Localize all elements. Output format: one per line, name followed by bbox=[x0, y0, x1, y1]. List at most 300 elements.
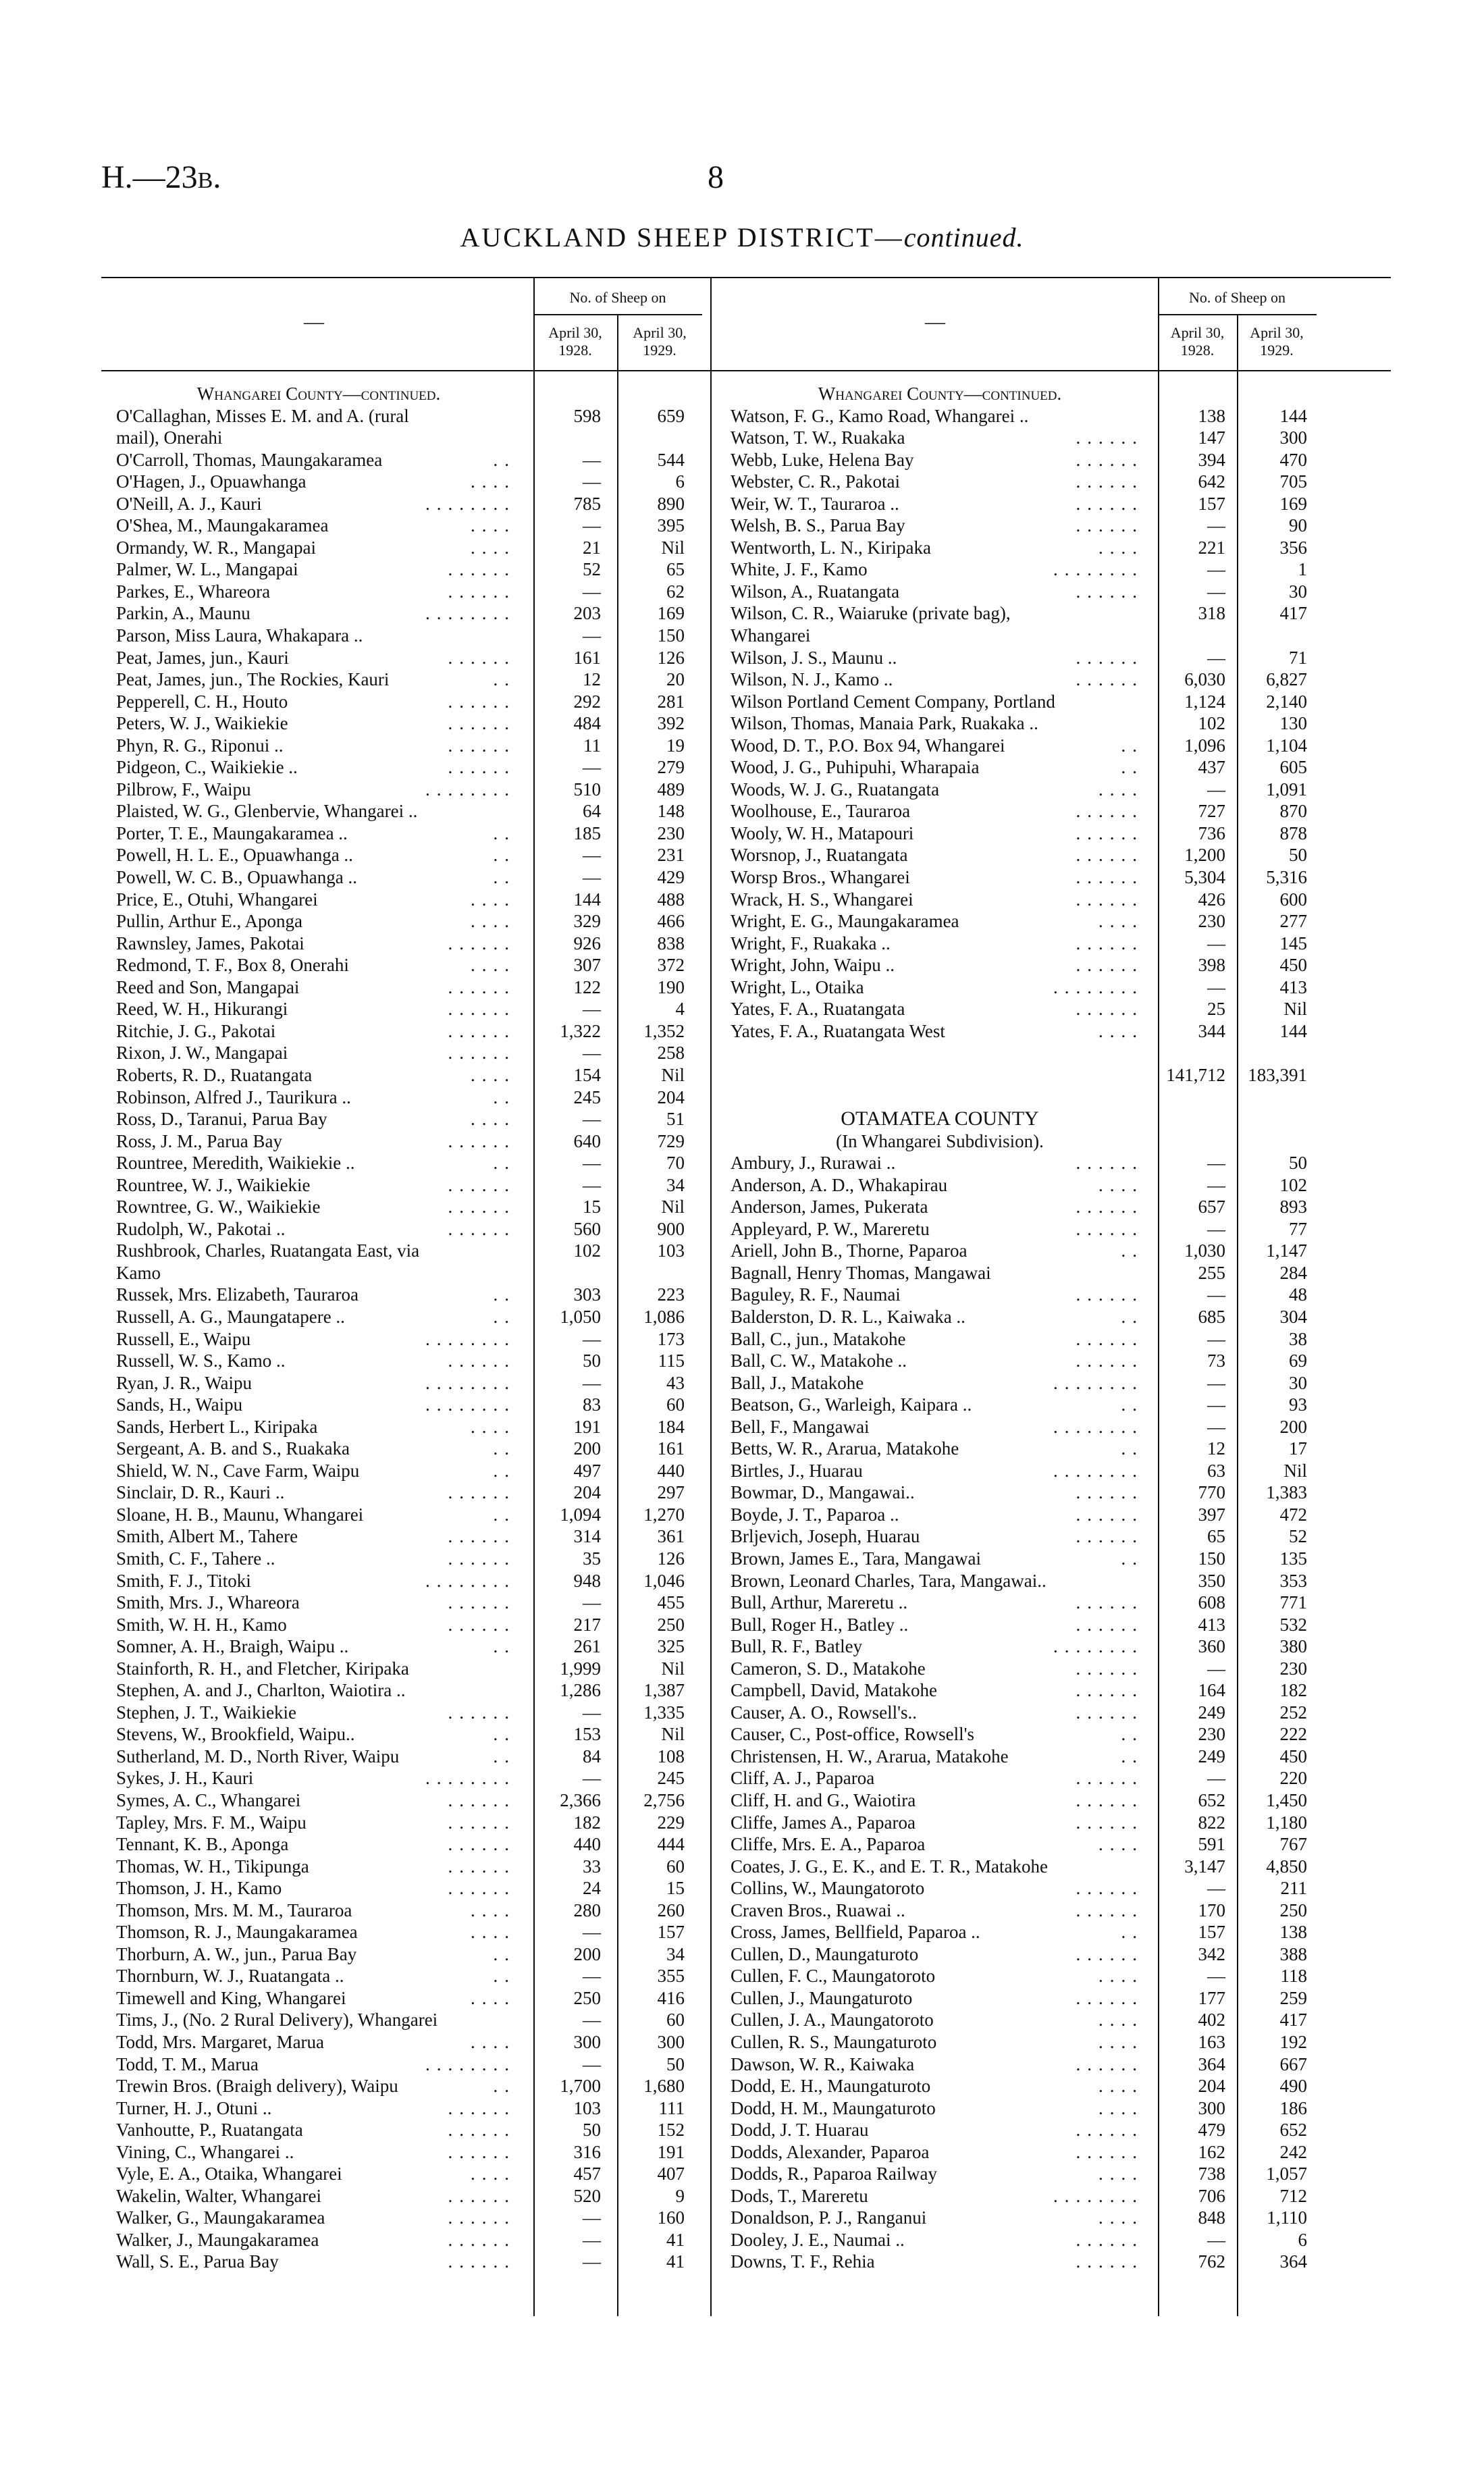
sheep-1928: 15 bbox=[583, 1197, 601, 1217]
table-row bbox=[731, 1965, 1317, 1987]
owner-name: Boyde, J. T., Paparoa .. bbox=[731, 1504, 899, 1525]
table-row bbox=[731, 669, 1317, 691]
sheep-1929: 186 bbox=[1279, 2097, 1307, 2118]
dot-leader: ...... bbox=[1076, 1526, 1144, 1547]
owner-name: Ball, C., jun., Matakohe bbox=[731, 1328, 906, 1349]
owner-name: Brown, James E., Tara, Mangawai bbox=[731, 1548, 982, 1569]
table-row bbox=[731, 1262, 1317, 1284]
owner-name: Symes, A. C., Whangarei bbox=[116, 1790, 301, 1810]
sheep-1928: — bbox=[583, 1328, 601, 1349]
sheep-1928: 479 bbox=[1198, 2120, 1225, 2141]
table-row bbox=[116, 2031, 702, 2053]
sheep-1928: 249 bbox=[1198, 1702, 1225, 1723]
sheep-1928: — bbox=[583, 2229, 601, 2250]
dot-leader: ...... bbox=[1076, 647, 1144, 668]
sheep-1929: 1,046 bbox=[643, 1570, 685, 1591]
owner-name: Cullen, J. A., Maungatoroto bbox=[731, 2010, 934, 2031]
sheep-1929: 30 bbox=[1289, 1372, 1307, 1393]
sheep-1928: 307 bbox=[573, 955, 601, 976]
sheep-1928: — bbox=[583, 2010, 601, 2031]
owner-name: Woods, W. J. G., Ruatangata bbox=[731, 779, 940, 800]
sheep-1929: 260 bbox=[657, 1900, 685, 1920]
owner-name: Russek, Mrs. Elizabeth, Tauraroa bbox=[116, 1284, 359, 1305]
sheep-1928: 24 bbox=[583, 1878, 601, 1899]
dot-leader: ...... bbox=[1076, 427, 1144, 448]
sheep-1929: 440 bbox=[657, 1460, 685, 1481]
table-row bbox=[731, 2031, 1317, 2053]
sheep-1929: 353 bbox=[1279, 1570, 1307, 1591]
sheep-1928: 736 bbox=[1198, 822, 1225, 843]
sheep-1928: 65 bbox=[1207, 1526, 1225, 1547]
dot-leader: ...... bbox=[1076, 867, 1144, 888]
sheep-1928: 292 bbox=[573, 691, 601, 712]
sheep-1928: 12 bbox=[583, 669, 601, 690]
dot-leader: .. bbox=[493, 1966, 516, 1987]
owner-name: Wooly, W. H., Matapouri bbox=[731, 822, 914, 843]
owner-name: Tims, J., (No. 2 Rural Delivery), Whangarei bbox=[116, 2010, 438, 2031]
owner-name: Thornburn, W. J., Ruatangata .. bbox=[116, 1966, 344, 1987]
sheep-1929: 900 bbox=[657, 1218, 685, 1239]
sheep-1929: 1 bbox=[1298, 559, 1307, 580]
owner-name: Cliffe, Mrs. E. A., Paparoa bbox=[731, 1834, 926, 1855]
sheep-1929: 192 bbox=[1279, 2032, 1307, 2053]
owner-name: Wilson Portland Cement Company, Portland bbox=[731, 691, 1055, 712]
sheep-1928: 510 bbox=[573, 779, 601, 800]
table-row bbox=[731, 1350, 1317, 1372]
dot-leader: .. bbox=[493, 1504, 516, 1525]
dot-leader: ...... bbox=[448, 647, 516, 668]
sheep-1929: 60 bbox=[666, 2010, 685, 2031]
sheep-1928: 138 bbox=[1198, 405, 1225, 426]
owner-name: Ormandy, W. R., Mangapai bbox=[116, 537, 316, 558]
dot-leader: .... bbox=[471, 889, 516, 910]
sheep-1928: — bbox=[583, 1592, 601, 1613]
sheep-1929: 245 bbox=[657, 1768, 685, 1789]
table-row bbox=[731, 2119, 1317, 2141]
table-row bbox=[731, 581, 1317, 603]
table-row bbox=[116, 1416, 702, 1438]
owner-name: O'Shea, M., Maungakaramea bbox=[116, 515, 329, 536]
table-row bbox=[731, 1592, 1317, 1614]
table-row bbox=[116, 2097, 702, 2120]
owner-name: Thomson, J. H., Kamo bbox=[116, 1878, 282, 1899]
owner-name: Smith, W. H. H., Kamo bbox=[116, 1614, 287, 1635]
owner-name: Sergeant, A. B. and S., Ruakaka bbox=[116, 1438, 350, 1459]
sheep-1928: 1,999 bbox=[560, 1658, 601, 1679]
sheep-1929: 356 bbox=[1279, 537, 1307, 558]
left-name-header: — bbox=[304, 311, 324, 333]
owner-name: Russell, A. G., Maungatapere .. bbox=[116, 1306, 345, 1327]
sheep-1928: — bbox=[583, 1966, 601, 1987]
owner-name: Webb, Luke, Helena Bay bbox=[731, 449, 914, 470]
owner-name: Christensen, H. W., Ararua, Matakohe bbox=[731, 1746, 1009, 1766]
table-row bbox=[116, 822, 702, 845]
sheep-1928: 141,712 bbox=[1166, 1064, 1225, 1085]
dot-leader: ...... bbox=[448, 999, 516, 1020]
sheep-1929: 38 bbox=[1289, 1328, 1307, 1349]
sheep-1929: 34 bbox=[666, 1174, 685, 1195]
sheep-1929: 1,110 bbox=[1267, 2207, 1307, 2228]
owner-name: Thomson, Mrs. M. M., Tauraroa bbox=[116, 1900, 352, 1920]
table-row bbox=[731, 493, 1317, 515]
table-row bbox=[116, 2053, 702, 2076]
sheep-1929: 183,391 bbox=[1248, 1064, 1307, 1085]
owner-name: Vining, C., Whangarei .. bbox=[116, 2141, 294, 2162]
dot-leader: ........ bbox=[425, 1328, 516, 1349]
sheep-1929: 191 bbox=[657, 2141, 685, 2162]
owner-name: Cliffe, James A., Paparoa bbox=[731, 1812, 916, 1833]
owner-name: Tennant, K. B., Aponga bbox=[116, 1834, 289, 1855]
table-row bbox=[731, 449, 1317, 471]
table-row bbox=[116, 910, 702, 933]
sheep-1929: 450 bbox=[1279, 955, 1307, 976]
table-row bbox=[731, 1438, 1317, 1460]
right-sheep-header: No. of Sheep on bbox=[1189, 289, 1286, 306]
page-title bbox=[0, 221, 1484, 253]
sheep-1929: 416 bbox=[657, 1987, 685, 2008]
owner-name: Worsp Bros., Whangarei bbox=[731, 867, 910, 888]
dot-leader: .. bbox=[493, 1636, 516, 1657]
owner-name: Ball, J., Matakohe bbox=[731, 1372, 864, 1393]
sheep-1928: 154 bbox=[573, 1064, 601, 1085]
sheep-1929: 712 bbox=[1279, 2185, 1307, 2206]
sheep-1929: 1,352 bbox=[643, 1020, 685, 1041]
owner-name: Tapley, Mrs. F. M., Waipu bbox=[116, 1812, 307, 1833]
dot-leader: .... bbox=[1098, 2032, 1144, 2053]
sheep-1928: 608 bbox=[1198, 1592, 1225, 1613]
subdivision-heading bbox=[731, 1130, 1149, 1153]
owner-name: Coates, J. G., E. K., and E. T. R., Matakohe bbox=[731, 1856, 1048, 1877]
table-row bbox=[116, 537, 702, 559]
sheep-1928: 162 bbox=[1198, 2141, 1225, 2162]
dot-leader: ...... bbox=[448, 735, 516, 756]
owner-name: Shield, W. N., Cave Farm, Waipu bbox=[116, 1460, 360, 1481]
sheep-1929: 60 bbox=[666, 1856, 685, 1877]
report-code: H.—23 bbox=[101, 159, 198, 195]
sheep-1929: 252 bbox=[1279, 1702, 1307, 1723]
title-continued: continued. bbox=[903, 222, 1024, 253]
dot-leader: ...... bbox=[1076, 1284, 1144, 1305]
table-row bbox=[116, 1812, 702, 1834]
owner-name: Wentworth, L. N., Kiripaka bbox=[731, 537, 931, 558]
sheep-1928: 640 bbox=[573, 1130, 601, 1151]
sheep-1928: 3,147 bbox=[1184, 1856, 1225, 1877]
table-row bbox=[116, 2119, 702, 2141]
dot-leader: .. bbox=[493, 2076, 516, 2097]
sheep-1928: 397 bbox=[1198, 1504, 1225, 1525]
sheep-1929: 455 bbox=[657, 1592, 685, 1613]
sheep-1929: 838 bbox=[657, 933, 685, 953]
table-row bbox=[116, 2075, 702, 2097]
sheep-1929: 407 bbox=[657, 2164, 685, 2184]
sheep-1929: 4 bbox=[675, 999, 685, 1020]
dot-leader: ...... bbox=[1076, 2053, 1144, 2074]
dot-leader: ...... bbox=[448, 1614, 516, 1635]
dot-leader: .... bbox=[471, 1922, 516, 1943]
sheep-1928: 5,304 bbox=[1184, 867, 1225, 888]
dot-leader: ...... bbox=[448, 1592, 516, 1613]
table-row bbox=[731, 1525, 1317, 1548]
owner-name: Cameron, S. D., Matakohe bbox=[731, 1658, 926, 1679]
dot-leader: ...... bbox=[1076, 669, 1144, 690]
sheep-1929: 392 bbox=[657, 713, 685, 734]
owner-name: Wall, S. E., Parua Bay bbox=[116, 2251, 279, 2272]
owner-name: Bagnall, Henry Thomas, Mangawai bbox=[731, 1262, 991, 1283]
table-row bbox=[116, 1372, 702, 1394]
dot-leader: ...... bbox=[1076, 1482, 1144, 1503]
owner-name: Phyn, R. G., Riponui .. bbox=[116, 735, 284, 756]
sheep-1928: 249 bbox=[1198, 1746, 1225, 1766]
sheep-1928: — bbox=[583, 2207, 601, 2228]
owner-name: O'Carroll, Thomas, Maungakaramea bbox=[116, 449, 383, 470]
sheep-1928: — bbox=[1207, 1284, 1225, 1305]
dot-leader: .... bbox=[1098, 911, 1144, 932]
dot-leader: .... bbox=[471, 1416, 516, 1437]
table-row bbox=[116, 1833, 702, 1856]
sheep-1929: 532 bbox=[1279, 1614, 1307, 1635]
sheep-1929: 6,827 bbox=[1266, 669, 1307, 690]
owner-name: Wright, F., Ruakaka .. bbox=[731, 933, 891, 953]
owner-name: Parkes, E., Whareora bbox=[116, 581, 271, 602]
sheep-1928: 402 bbox=[1198, 2010, 1225, 2031]
dot-leader: .... bbox=[471, 2164, 516, 2184]
left-year1-line2: 1928. bbox=[558, 342, 592, 359]
owner-name: Dodd, J. T. Huarau bbox=[731, 2120, 869, 2141]
table-row bbox=[116, 866, 702, 889]
dot-leader: ...... bbox=[1076, 1768, 1144, 1789]
table-row bbox=[731, 1240, 1317, 1262]
owner-name: Wright, L., Otaika bbox=[731, 976, 864, 997]
sheep-1928: 948 bbox=[573, 1570, 601, 1591]
sheep-1928: 25 bbox=[1207, 999, 1225, 1020]
sheep-1929: 223 bbox=[657, 1284, 685, 1305]
left-year2-header bbox=[617, 324, 702, 359]
table-row bbox=[731, 1943, 1317, 1966]
table-row bbox=[116, 691, 702, 713]
table-row bbox=[116, 1042, 702, 1064]
sheep-1929: 490 bbox=[1279, 2076, 1307, 2097]
table-row bbox=[731, 2185, 1317, 2207]
right-year1-line2: 1928. bbox=[1180, 342, 1215, 359]
sheep-1928: 316 bbox=[573, 2141, 601, 2162]
sheep-1929: Nil bbox=[661, 537, 685, 558]
table-row bbox=[116, 471, 702, 493]
table-row bbox=[116, 1525, 702, 1548]
sheep-1929: 17 bbox=[1289, 1438, 1307, 1459]
owner-name: Dawson, W. R., Kaiwaka bbox=[731, 2053, 915, 2074]
sheep-1929: 259 bbox=[1279, 1987, 1307, 2008]
sheep-1928: — bbox=[1207, 1328, 1225, 1349]
sheep-1928: 329 bbox=[573, 911, 601, 932]
table-row bbox=[116, 1877, 702, 1900]
table-row bbox=[731, 779, 1317, 801]
sheep-1928: — bbox=[583, 581, 601, 602]
table-row bbox=[731, 405, 1317, 427]
dot-leader: ...... bbox=[448, 1130, 516, 1151]
owner-name: Anderson, James, Pukerata bbox=[731, 1197, 928, 1217]
table-row bbox=[731, 1372, 1317, 1394]
table-top-rule bbox=[101, 277, 1391, 278]
table-row bbox=[731, 625, 1317, 647]
sheep-1928: 1,200 bbox=[1184, 845, 1225, 866]
table-row bbox=[731, 1152, 1317, 1174]
sheep-1928: 191 bbox=[573, 1416, 601, 1437]
table-row bbox=[731, 691, 1317, 713]
sheep-1928: 300 bbox=[1198, 2097, 1225, 2118]
sheep-1928: 161 bbox=[573, 647, 601, 668]
dot-leader: .. bbox=[493, 1724, 516, 1745]
table-row bbox=[116, 1679, 702, 1702]
dot-leader: .... bbox=[1098, 537, 1144, 558]
owner-name: Todd, T. M., Marua bbox=[116, 2053, 259, 2074]
dot-leader: .. bbox=[493, 1460, 516, 1481]
dot-leader: .. bbox=[1121, 1438, 1144, 1459]
owner-name: Causer, A. O., Rowsell's.. bbox=[731, 1702, 918, 1723]
sheep-1928: 652 bbox=[1198, 1790, 1225, 1810]
dot-leader: .... bbox=[1098, 1020, 1144, 1041]
owner-name: Stephen, A. and J., Charlton, Waiotira .. bbox=[116, 1680, 406, 1701]
sheep-1929: 472 bbox=[1279, 1504, 1307, 1525]
owner-name: Appleyard, P. W., Mareretu bbox=[731, 1218, 930, 1239]
table-row bbox=[731, 1746, 1317, 1768]
dot-leader: ........ bbox=[425, 1768, 516, 1789]
sheep-1929: 2,140 bbox=[1266, 691, 1307, 712]
right-sheep-table bbox=[731, 383, 1317, 2273]
owner-name: Ross, D., Taranui, Parua Bay bbox=[116, 1109, 327, 1130]
dot-leader: ........ bbox=[1053, 1636, 1144, 1657]
sheep-1928: — bbox=[583, 1768, 601, 1789]
owner-name: Pepperell, C. H., Houto bbox=[116, 691, 288, 712]
center-divider bbox=[710, 277, 712, 2316]
owner-name: Kamo bbox=[116, 1262, 161, 1283]
sheep-1929: 1,057 bbox=[1266, 2164, 1307, 2184]
owner-name: Weir, W. T., Tauraroa .. bbox=[731, 493, 899, 514]
sheep-1928: 147 bbox=[1198, 427, 1225, 448]
sheep-1929: 279 bbox=[657, 757, 685, 778]
owner-name: Smith, C. F., Tahere .. bbox=[116, 1548, 275, 1569]
section-heading-text: Whangarei County—continued. bbox=[196, 384, 441, 404]
table-row bbox=[116, 1548, 702, 1570]
sheep-1929: 230 bbox=[657, 822, 685, 843]
owner-name: Todd, Mrs. Margaret, Marua bbox=[116, 2032, 325, 2053]
sheep-1928: 177 bbox=[1198, 1987, 1225, 2008]
owner-name: Bull, Roger H., Batley .. bbox=[731, 1614, 909, 1635]
table-row bbox=[116, 1152, 702, 1174]
owner-name: Sloane, H. B., Maunu, Whangarei bbox=[116, 1504, 364, 1525]
table-row bbox=[731, 1614, 1317, 1636]
table-row bbox=[116, 1943, 702, 1966]
table-row bbox=[116, 558, 702, 581]
dot-leader: ...... bbox=[448, 1834, 516, 1855]
sheep-1928: 642 bbox=[1198, 471, 1225, 492]
right-year2-line2: 1929. bbox=[1260, 342, 1294, 359]
owner-name: Birtles, J., Huarau bbox=[731, 1460, 863, 1481]
owner-name: Robinson, Alfred J., Taurikura .. bbox=[116, 1086, 351, 1107]
owner-name: Dodds, R., Paparoa Railway bbox=[731, 2164, 937, 2184]
owner-name: Wakelin, Walter, Whangarei bbox=[116, 2185, 321, 2206]
dot-leader: ...... bbox=[1076, 1614, 1144, 1635]
owner-name: Wood, D. T., P.O. Box 94, Whangarei bbox=[731, 735, 1005, 756]
table-row bbox=[116, 2185, 702, 2207]
dot-leader: ...... bbox=[1076, 801, 1144, 822]
dot-leader: ...... bbox=[1076, 1351, 1144, 1371]
table-row bbox=[731, 800, 1317, 822]
owner-name: Dodd, H. M., Maungaturoto bbox=[731, 2097, 936, 2118]
dot-leader: ...... bbox=[448, 933, 516, 953]
table-row bbox=[116, 1592, 702, 1614]
heading-text: (In Whangarei Subdivision). bbox=[836, 1130, 1044, 1151]
sheep-1928: 497 bbox=[573, 1460, 601, 1481]
table-row bbox=[116, 712, 702, 735]
sheep-1929: 111 bbox=[658, 2097, 685, 2118]
sheep-1928: 785 bbox=[573, 493, 601, 514]
owner-name: mail), Onerahi bbox=[116, 427, 223, 448]
owner-name: Wright, John, Waipu .. bbox=[731, 955, 895, 976]
table-row bbox=[731, 1284, 1317, 1306]
owner-name: Whangarei bbox=[731, 625, 811, 646]
owner-name: Wright, E. G., Maungakaramea bbox=[731, 911, 959, 932]
sheep-1928: — bbox=[583, 867, 601, 888]
owner-name: Thorburn, A. W., jun., Parua Bay bbox=[116, 1943, 357, 1964]
table-row bbox=[731, 1812, 1317, 1834]
sheep-1928: 394 bbox=[1198, 449, 1225, 470]
table-row bbox=[731, 2075, 1317, 2097]
dot-leader: ...... bbox=[448, 559, 516, 580]
dot-leader: ...... bbox=[1076, 1790, 1144, 1810]
dot-leader: .... bbox=[471, 2032, 516, 2053]
sheep-1929: 729 bbox=[657, 1130, 685, 1151]
sheep-1928: 598 bbox=[573, 405, 601, 426]
table-row bbox=[731, 998, 1317, 1020]
sheep-1929: 325 bbox=[657, 1636, 685, 1657]
table-row bbox=[116, 2207, 702, 2229]
dot-leader: .. bbox=[493, 1943, 516, 1964]
sheep-1929: 364 bbox=[1279, 2251, 1307, 2272]
sheep-1928: — bbox=[583, 625, 601, 646]
table-row bbox=[116, 1196, 702, 1218]
sheep-1929: 466 bbox=[657, 911, 685, 932]
sheep-1928: — bbox=[583, 999, 601, 1020]
owner-name: Timewell and King, Whangarei bbox=[116, 1987, 346, 2008]
owner-name: Cliff, H. and G., Waiotira bbox=[731, 1790, 916, 1810]
table-row bbox=[116, 602, 702, 625]
dot-leader: ...... bbox=[1076, 1658, 1144, 1679]
sheep-1929: 90 bbox=[1289, 515, 1307, 536]
dot-leader: ...... bbox=[1076, 933, 1144, 953]
dot-leader: .. bbox=[493, 1086, 516, 1107]
owner-name: Smith, Mrs. J., Whareora bbox=[116, 1592, 300, 1613]
owner-name: Campbell, David, Matakohe bbox=[731, 1680, 937, 1701]
sheep-1929: 304 bbox=[1279, 1306, 1307, 1327]
sheep-1928: — bbox=[583, 757, 601, 778]
owner-name: Stainforth, R. H., and Fletcher, Kiripaka bbox=[116, 1658, 409, 1679]
sheep-1928: — bbox=[1207, 1218, 1225, 1239]
sheep-1928: 11 bbox=[583, 735, 601, 756]
dot-leader: .. bbox=[1121, 1394, 1144, 1415]
table-row bbox=[116, 1108, 702, 1130]
table-row bbox=[116, 2229, 702, 2251]
dot-leader: .... bbox=[1098, 1834, 1144, 1855]
table-row bbox=[116, 976, 702, 999]
sheep-1929: Nil bbox=[661, 1064, 685, 1085]
sheep-1929: 71 bbox=[1289, 647, 1307, 668]
sheep-1929: 6 bbox=[1298, 2229, 1307, 2250]
sheep-1928: 848 bbox=[1198, 2207, 1225, 2228]
right-year2-header bbox=[1237, 324, 1317, 359]
table-row bbox=[731, 756, 1317, 779]
sheep-1928: 314 bbox=[573, 1526, 601, 1547]
right-year1-header bbox=[1158, 324, 1237, 359]
